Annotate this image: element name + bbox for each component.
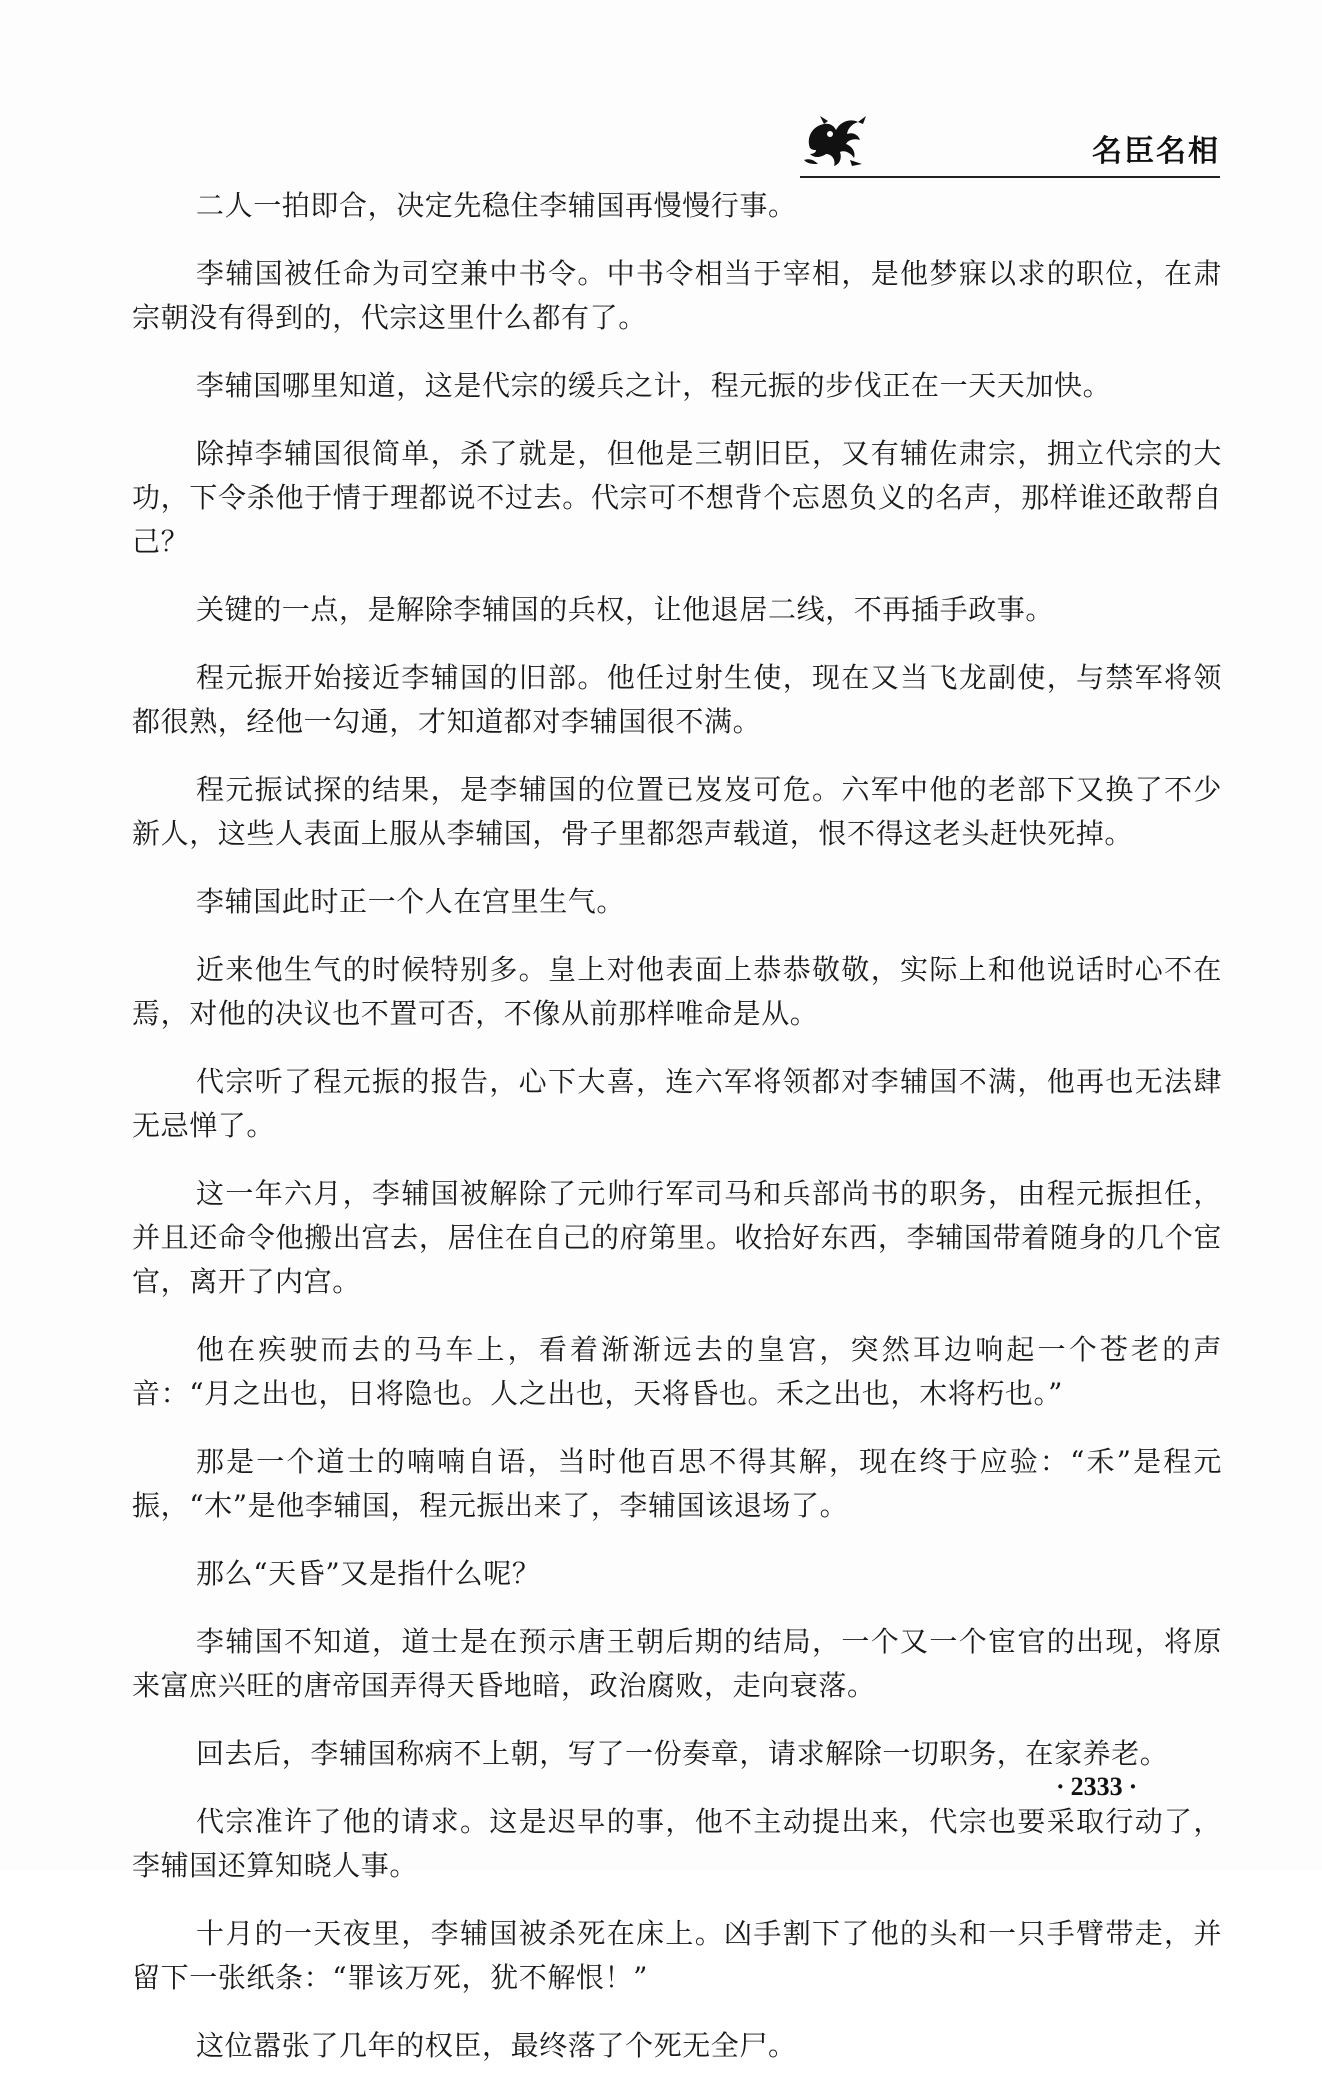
paragraph: 十月的一天夜里，李辅国被杀死在床上。凶手割下了他的头和一只手臂带走，并留下一张纸条：“罪该万死，犹不解恨！” — [132, 1917, 1222, 1994]
paragraph: 那么“天昏”又是指什么呢？ — [196, 1557, 541, 1590]
header-title: 名臣名相 — [1092, 134, 1220, 169]
paragraph: 这位嚣张了几年的权臣，最终落了个死无全尸。 — [196, 2029, 797, 2062]
paragraph: 这一年六月，李辅国被解除了元帅行军司马和兵部尚书的职务，由程元振担任，并且还命令他搬出宫去，居住在自己的府第里。收拾好东西，李辅国带着随身的几个宦官，离开了内宫。 — [132, 1177, 1222, 1298]
paragraph: 回去后，李辅国称病不上朝，写了一份奏章，请求解除一切职务，在家养老。 — [196, 1737, 1169, 1770]
paragraph: 李辅国不知道，道士是在预示唐王朝后期的结局，一个又一个宦官的出现，将原来富庶兴旺的唐帝国弄得天昏地暗，政治腐败，走向衰落。 — [132, 1625, 1222, 1702]
paragraph: 关键的一点，是解除李辅国的兵权，让他退居二线，不再插手政事。 — [196, 593, 1055, 626]
page-number-dot: · — [1056, 1772, 1065, 1801]
paragraph: 代宗准许了他的请求。这是迟早的事，他不主动提出来，代宗也要采取行动了，李辅国还算知晓人事。 — [132, 1805, 1222, 1882]
paragraph: 二人一拍即合，决定先稳住李辅国再慢慢行事。 — [196, 189, 797, 222]
paragraph: 近来他生气的时候特别多。皇上对他表面上恭恭敬敬，实际上和他说话时心不在焉，对他的决议也不置可否，不像从前那样唯命是从。 — [132, 953, 1222, 1030]
header-rule — [800, 176, 1220, 178]
paragraph: 代宗听了程元振的报告，心下大喜，连六军将领都对李辅国不满，他再也无法肆无忌惮了。 — [132, 1065, 1222, 1142]
paragraph: 除掉李辅国很简单，杀了就是，但他是三朝旧臣，又有辅佐肃宗，拥立代宗的大功，下令杀他于情于理都说不过去。代宗可不想背个忘恩负义的名声，那样谁还敢帮自己？ — [132, 437, 1222, 558]
page-number — [1050, 1772, 1143, 1802]
paragraph: 李辅国此时正一个人在宫里生气。 — [196, 885, 626, 918]
running-header — [800, 108, 1220, 184]
paragraph: 李辅国哪里知道，这是代宗的缓兵之计，程元振的步伐正在一天天加快。 — [196, 369, 1112, 402]
paragraph: 他在疾驶而去的马车上，看着渐渐远去的皇宫，突然耳边响起一个苍老的声音：“月之出也，日将隐也。人之出也，天将昏也。禾之出也，木将朽也。” — [132, 1333, 1222, 1410]
body-text — [132, 184, 1222, 2092]
paragraph: 程元振开始接近李辅国的旧部。他任过射生使，现在又当飞龙副使，与禁军将领都很熟，经他一勾通，才知道都对李辅国很不满。 — [132, 661, 1222, 738]
paragraph: 李辅国被任命为司空兼中书令。中书令相当于宰相，是他梦寐以求的职位，在肃宗朝没有得到的，代宗这里什么都有了。 — [132, 257, 1222, 334]
paragraph: 那是一个道士的喃喃自语，当时他百思不得其解，现在终于应验：“禾”是程元振，“木”是他李辅国，程元振出来了，李辅国该退场了。 — [132, 1445, 1222, 1522]
paragraph: 程元振试探的结果，是李辅国的位置已岌岌可危。六军中他的老部下又换了不少新人，这些人表面上服从李辅国，骨子里都怨声载道，恨不得这老头赶快死掉。 — [132, 773, 1222, 850]
dragon-emblem-icon — [800, 108, 874, 172]
page-number-dot: · — [1128, 1772, 1138, 1801]
page-number-value: 2333 — [1070, 1772, 1123, 1801]
